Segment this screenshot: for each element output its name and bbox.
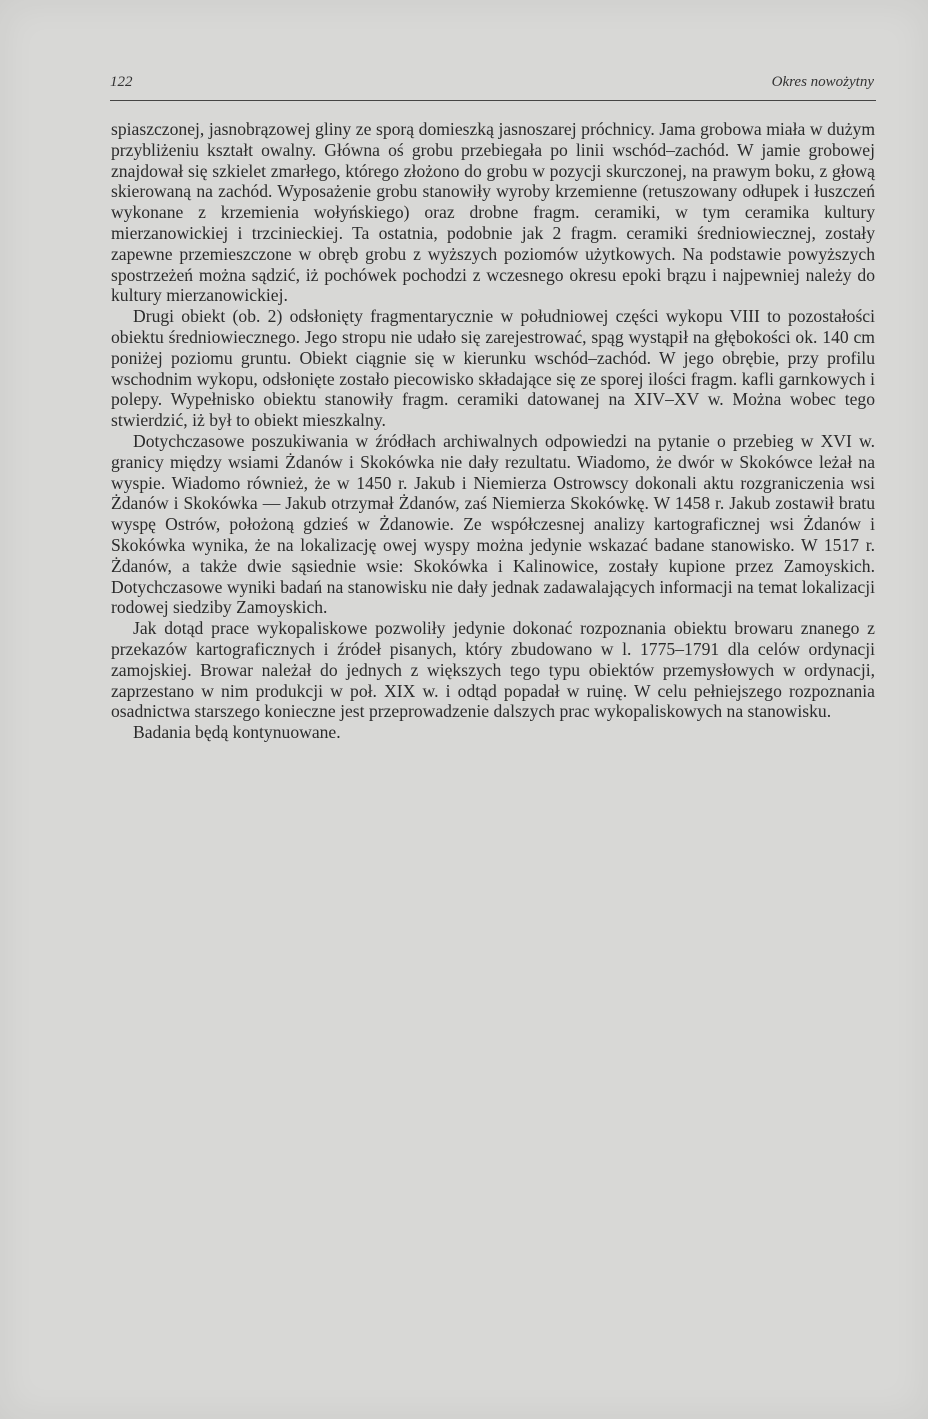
body-text — [111, 119, 875, 743]
paragraph-continued: spiaszczonej, jasnobrązowej gliny ze sporą domieszką jasnoszarej próchnicy. Jama grobowa miała w dużym przybliżeniu kształt owalny. Główna oś grobu przebiegała po linii wschód–zachód. W jamie grobowej znajdował się szkielet zmarłego, którego złożono do grobu w pozycji skurczonej, na prawym boku, z głową skierowaną na zachód. Wyposażenie grobu stanowiły wyroby krzemienne (retuszowany odłupek i łuszczeń wykonane z krzemienia wołyńskiego) oraz drobne fragm. ceramiki, w tym ceramika kultury mierzanowickiej i trzcinieckiej. Ta ostatnia, podobnie jak 2 fragm. ceramiki średniowiecznej, zostały zapewne przemieszczone w obręb grobu z wyższych poziomów użytkowych. Na podstawie powyższych spostrzeżeń można sądzić, iż pochówek pochodzi z wczesnego okresu epoki brązu i najpewniej należy do kultury mierzanowickiej. — [111, 119, 875, 306]
paragraph-closing: Badania będą kontynuowane. — [133, 722, 341, 743]
paragraph: Drugi obiekt (ob. 2) odsłonięty fragmentarycznie w południowej części wykopu VIII to pozostałości obiektu średniowiecznego. Jego stropu nie udało się zarejestrować, spąg wystąpił na głębokości ok. 140 cm poniżej poziomu gruntu. Obiekt ciągnie się w kierunku wschód–zachód. W jego obrębie, przy profilu wschodnim wykopu, odsłonięte zostało piecowisko składające się ze sporej ilości fragm. kafli garnkowych i polepy. Wypełnisko obiektu stanowiły fragm. ceramiki datowanej na XIV–XV w. Można wobec tego stwierdzić, iż był to obiekt mieszkalny. — [111, 306, 875, 431]
page-number: 122 — [110, 74, 133, 90]
running-title: Okres nowożytny — [771, 74, 874, 90]
header-rule — [110, 100, 876, 101]
paragraph: Jak dotąd prace wykopaliskowe pozwoliły jedynie dokonać rozpoznania obiektu browaru znanego z przekazów kartograficznych i źródeł pisanych, który zbudowano w l. 1775–1791 dla celów ordynacji zamojskiej. Browar należał do jednych z większych tego typu obiektów przemysłowych w ordynacji, zaprzestano w nim produkcji w poł. XIX w. i odtąd popadał w ruinę. W celu pełniejszego rozpoznania osadnictwa starszego konieczne jest przeprowadzenie dalszych prac wykopaliskowych na stanowisku. — [111, 618, 875, 722]
paragraph: Dotychczasowe poszukiwania w źródłach archiwalnych odpowiedzi na pytanie o przebieg w XVI w. granicy między wsiami Żdanów i Skokówka nie dały rezultatu. Wiadomo, że dwór w Skokówce leżał na wyspie. Wiadomo również, że w 1450 r. Jakub i Niemierza Ostrowscy dokonali aktu rozgraniczenia wsi Żdanów i Skokówka — Jakub otrzymał Żdanów, zaś Niemierza Skokówkę. W 1458 r. Jakub zostawił bratu wyspę Ostrów, położoną gdzieś w Żdanowie. Ze współczesnej analizy kartograficznej wsi Żdanów i Skokówka wynika, że na lokalizację owej wyspy można jedynie wskazać badane stanowisko. W 1517 r. Żdanów, a także dwie sąsiednie wsie: Skokówka i Kalinowice, zostały kupione przez Zamoyskich. Dotychczasowe wyniki badań na stanowisku nie dały jednak zadawalających informacji na temat lokalizacji rodowej siedziby Zamoyskich. — [111, 430, 875, 618]
page-header — [110, 74, 876, 96]
